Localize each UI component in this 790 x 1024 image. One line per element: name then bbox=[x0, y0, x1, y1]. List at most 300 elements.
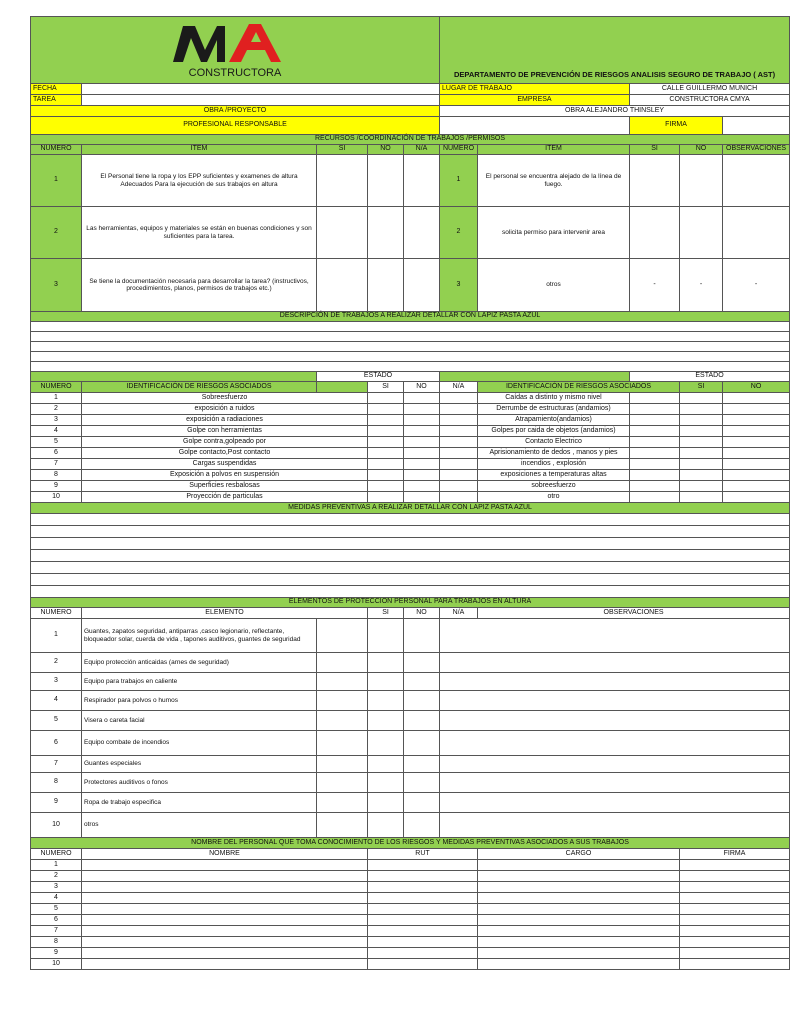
no-check-2[interactable] bbox=[680, 437, 723, 448]
firma-input[interactable] bbox=[680, 959, 790, 970]
observaciones-input[interactable] bbox=[440, 653, 790, 673]
no-check[interactable] bbox=[368, 691, 404, 711]
firma-input[interactable] bbox=[680, 893, 790, 904]
row-number: 8 bbox=[31, 470, 82, 481]
riesgo-right: incendios , explosión bbox=[478, 459, 630, 470]
obra-value[interactable]: OBRA ALEJANDRO THINSLEY bbox=[440, 106, 790, 117]
no-check-2[interactable] bbox=[680, 404, 723, 415]
si-check[interactable] bbox=[317, 813, 368, 838]
item-text-2: otros bbox=[478, 259, 630, 312]
si-check-2[interactable] bbox=[630, 393, 680, 404]
no-check[interactable] bbox=[368, 619, 404, 653]
na-check[interactable] bbox=[440, 404, 478, 415]
riesgo-row bbox=[31, 415, 790, 426]
col-numero-2: NUMERO bbox=[440, 145, 478, 155]
no-check[interactable] bbox=[368, 756, 404, 773]
na-check[interactable] bbox=[404, 731, 440, 756]
na-check[interactable] bbox=[404, 793, 440, 813]
nombre-input[interactable] bbox=[82, 871, 368, 882]
na-check-2[interactable] bbox=[723, 393, 790, 404]
col-numero: NUMERO bbox=[31, 849, 82, 860]
observaciones-input[interactable] bbox=[440, 619, 790, 653]
no-check-2[interactable] bbox=[680, 426, 723, 437]
no-check[interactable] bbox=[368, 207, 404, 259]
no-check[interactable] bbox=[368, 773, 404, 793]
elemento-text: Respirador para polvos o humos bbox=[82, 691, 317, 711]
si-check[interactable] bbox=[317, 653, 368, 673]
row-number: 4 bbox=[31, 426, 82, 437]
cargo-input[interactable] bbox=[478, 882, 680, 893]
firma-input[interactable] bbox=[680, 937, 790, 948]
personal-row bbox=[31, 937, 790, 948]
na-check[interactable] bbox=[404, 673, 440, 691]
si-check[interactable] bbox=[317, 619, 368, 653]
col-na: N/A bbox=[440, 608, 478, 619]
si-check[interactable] bbox=[368, 404, 404, 415]
no-check-2[interactable] bbox=[680, 448, 723, 459]
firma-input[interactable] bbox=[680, 871, 790, 882]
item-text: Las herramientas, equipos y materiales se están en buenas condiciones y son suficientes para la tarea. bbox=[82, 207, 317, 259]
row-number: 4 bbox=[31, 893, 82, 904]
elemento-text: Equipo para trabajos en caliente bbox=[82, 673, 317, 691]
row-number: 9 bbox=[31, 481, 82, 492]
na-check-2[interactable] bbox=[723, 492, 790, 503]
fecha-input[interactable] bbox=[82, 84, 440, 95]
descripcion-line bbox=[31, 362, 790, 372]
riesgo-row bbox=[31, 470, 790, 481]
row-number: 10 bbox=[31, 813, 82, 838]
epp-title: ELEMENTOS DE PROTECCION PERSONAL PARA TRABAJOS EN ALTURA bbox=[31, 598, 790, 608]
firma-input[interactable] bbox=[680, 860, 790, 871]
no-check-2[interactable] bbox=[680, 155, 723, 207]
cargo-input[interactable] bbox=[478, 893, 680, 904]
na-check[interactable] bbox=[440, 426, 478, 437]
col-numero: NUMERO bbox=[31, 608, 82, 619]
si-check-2[interactable] bbox=[630, 155, 680, 207]
riesgo-right: otro bbox=[478, 492, 630, 503]
riesgo-left: Superficies resbalosas bbox=[82, 481, 368, 492]
riesgo-row bbox=[31, 448, 790, 459]
epp-row bbox=[31, 711, 790, 731]
descripcion-input[interactable] bbox=[31, 352, 790, 362]
si-check-2[interactable] bbox=[630, 459, 680, 470]
no-check[interactable] bbox=[404, 426, 440, 437]
si-check[interactable] bbox=[368, 459, 404, 470]
row-number: 2 bbox=[31, 404, 82, 415]
col-numero: NUMERO bbox=[31, 382, 82, 393]
descripcion-input[interactable] bbox=[31, 332, 790, 342]
na-check[interactable] bbox=[404, 207, 440, 259]
form-table bbox=[30, 16, 790, 970]
personal-row bbox=[31, 904, 790, 915]
tarea-label: TAREA bbox=[31, 95, 82, 106]
profesional-input[interactable] bbox=[440, 117, 630, 135]
si-check-2[interactable] bbox=[630, 437, 680, 448]
si-check[interactable] bbox=[317, 711, 368, 731]
no-check[interactable] bbox=[368, 259, 404, 312]
col-observaciones: OBSERVACIONES bbox=[478, 608, 790, 619]
si-check[interactable] bbox=[317, 756, 368, 773]
elemento-text: Guantes especiales bbox=[82, 756, 317, 773]
descripcion-input[interactable] bbox=[31, 362, 790, 372]
medidas-input[interactable] bbox=[31, 586, 790, 598]
no-check[interactable] bbox=[404, 470, 440, 481]
na-check[interactable] bbox=[440, 470, 478, 481]
na-check-2[interactable] bbox=[723, 481, 790, 492]
cargo-input[interactable] bbox=[478, 915, 680, 926]
no-check-2[interactable] bbox=[680, 415, 723, 426]
descripcion-title-row bbox=[31, 312, 790, 322]
riesgo-right: Contacto Electrico bbox=[478, 437, 630, 448]
col-firma: FIRMA bbox=[680, 849, 790, 860]
observaciones-input[interactable] bbox=[440, 813, 790, 838]
lugar-value[interactable]: CALLE GUILLERMO MUNICH bbox=[630, 84, 790, 95]
observaciones-input[interactable] bbox=[723, 155, 790, 207]
si-check[interactable] bbox=[317, 691, 368, 711]
si-check-2[interactable]: - bbox=[630, 259, 680, 312]
na-check-2[interactable] bbox=[723, 437, 790, 448]
riesgo-left: Golpe contacto,Post contacto bbox=[82, 448, 368, 459]
medidas-input[interactable] bbox=[31, 550, 790, 562]
col-no: NO bbox=[368, 145, 404, 155]
no-check[interactable] bbox=[404, 393, 440, 404]
na-check[interactable] bbox=[404, 155, 440, 207]
row-number: 10 bbox=[31, 492, 82, 503]
si-check[interactable] bbox=[317, 793, 368, 813]
lugar-label: LUGAR DE TRABAJO bbox=[440, 84, 630, 95]
row-number: 7 bbox=[31, 926, 82, 937]
si-check[interactable] bbox=[317, 731, 368, 756]
si-check[interactable] bbox=[368, 415, 404, 426]
na-check[interactable] bbox=[404, 813, 440, 838]
na-check[interactable] bbox=[404, 773, 440, 793]
descripcion-input[interactable] bbox=[31, 322, 790, 332]
col-na: N/A bbox=[404, 145, 440, 155]
item-text: Se tiene la documentación necesaria para desarrollar la tarea? (instructivos, procedimientos, planos, permisos de trabajos etc.) bbox=[82, 259, 317, 312]
na-check[interactable] bbox=[440, 415, 478, 426]
firma-input[interactable] bbox=[680, 926, 790, 937]
rut-input[interactable] bbox=[368, 904, 478, 915]
medidas-input[interactable] bbox=[31, 562, 790, 574]
riesgos-blank-2 bbox=[440, 372, 630, 382]
col-numero: NUMERO bbox=[31, 145, 82, 155]
row-number: 9 bbox=[31, 948, 82, 959]
si-check[interactable] bbox=[317, 207, 368, 259]
personal-title: NOMBRE DEL PERSONAL QUE TOMA CONOCIMIENTO DE LOS RIESGOS Y MEDIDAS PREVENTIVAS ASOCIADOS A SUS TRABAJOS bbox=[31, 838, 790, 849]
riesgo-right: Caídas a distinto y mismo nivel bbox=[478, 393, 630, 404]
row-number: 5 bbox=[31, 904, 82, 915]
personal-row bbox=[31, 893, 790, 904]
col-si: SI bbox=[317, 145, 368, 155]
rut-input[interactable] bbox=[368, 860, 478, 871]
riesgo-right: Golpes por caida de objetos (andamios) bbox=[478, 426, 630, 437]
si-check-2[interactable] bbox=[630, 492, 680, 503]
rut-input[interactable] bbox=[368, 915, 478, 926]
na-check[interactable] bbox=[404, 619, 440, 653]
col-no-2: NO bbox=[680, 145, 723, 155]
estado-label-2: ESTADO bbox=[630, 372, 790, 382]
observaciones-input[interactable] bbox=[440, 691, 790, 711]
observaciones-input[interactable] bbox=[440, 793, 790, 813]
tarea-input[interactable] bbox=[82, 95, 440, 106]
personal-row bbox=[31, 959, 790, 970]
medidas-input[interactable] bbox=[31, 574, 790, 586]
na-check-2[interactable] bbox=[723, 448, 790, 459]
personal-row bbox=[31, 860, 790, 871]
si-check[interactable] bbox=[368, 448, 404, 459]
si-check-2[interactable] bbox=[630, 426, 680, 437]
no-check-2[interactable] bbox=[680, 207, 723, 259]
col-blank bbox=[317, 382, 368, 393]
rut-input[interactable] bbox=[368, 948, 478, 959]
epp-row bbox=[31, 773, 790, 793]
item-text-2: solicita permiso para intervenir area bbox=[478, 207, 630, 259]
descripcion-line bbox=[31, 322, 790, 332]
na-check[interactable] bbox=[404, 259, 440, 312]
nombre-input[interactable] bbox=[82, 937, 368, 948]
medidas-input[interactable] bbox=[31, 514, 790, 526]
si-check-2[interactable] bbox=[630, 448, 680, 459]
col-na: N/A bbox=[440, 382, 478, 393]
cargo-input[interactable] bbox=[478, 860, 680, 871]
riesgo-right: exposiciones a temperaturas altas bbox=[478, 470, 630, 481]
firma-input[interactable] bbox=[680, 948, 790, 959]
epp-title-row bbox=[31, 598, 790, 608]
rut-input[interactable] bbox=[368, 882, 478, 893]
no-check[interactable] bbox=[404, 492, 440, 503]
cargo-input[interactable] bbox=[478, 959, 680, 970]
nombre-input[interactable] bbox=[82, 882, 368, 893]
medidas-line bbox=[31, 550, 790, 562]
col-si-2: SI bbox=[680, 382, 723, 393]
riesgo-left: Sobreesfuerzo bbox=[82, 393, 368, 404]
firma-input[interactable] bbox=[680, 882, 790, 893]
no-check[interactable] bbox=[404, 448, 440, 459]
si-check-2[interactable] bbox=[630, 207, 680, 259]
nombre-input[interactable] bbox=[82, 893, 368, 904]
si-check[interactable] bbox=[368, 393, 404, 404]
si-check[interactable] bbox=[317, 259, 368, 312]
row-number: 4 bbox=[31, 691, 82, 711]
nombre-input[interactable] bbox=[82, 926, 368, 937]
elemento-text: Guantes, zapatos seguridad, antiparras ,casco legionario, reflectante, bloqueador solar, cuerda de vida , tapones auditivos, guantes de seguridad bbox=[82, 619, 317, 653]
si-check-2[interactable] bbox=[630, 470, 680, 481]
no-check-2[interactable] bbox=[680, 459, 723, 470]
rut-input[interactable] bbox=[368, 926, 478, 937]
na-check[interactable] bbox=[404, 691, 440, 711]
row-number: 3 bbox=[31, 259, 82, 312]
empresa-value[interactable]: CONSTRUCTORA CMYA bbox=[630, 95, 790, 106]
company-logo bbox=[165, 20, 305, 80]
na-check-2[interactable] bbox=[723, 470, 790, 481]
cargo-input[interactable] bbox=[478, 904, 680, 915]
riesgo-right: Atrapamiento(andamios) bbox=[478, 415, 630, 426]
nombre-input[interactable] bbox=[82, 948, 368, 959]
estado-label: ESTADO bbox=[317, 372, 440, 382]
row-number: 1 bbox=[31, 860, 82, 871]
medidas-line bbox=[31, 538, 790, 550]
no-check-2[interactable] bbox=[680, 470, 723, 481]
recursos-row bbox=[31, 207, 790, 259]
rut-input[interactable] bbox=[368, 893, 478, 904]
no-check[interactable] bbox=[404, 437, 440, 448]
rut-input[interactable] bbox=[368, 959, 478, 970]
riesgo-row bbox=[31, 459, 790, 470]
na-check[interactable] bbox=[440, 393, 478, 404]
medidas-input[interactable] bbox=[31, 538, 790, 550]
na-check-2[interactable] bbox=[723, 404, 790, 415]
row-number: 8 bbox=[31, 937, 82, 948]
item-text: El Personal tiene la ropa y los EPP suficientes y examenes de altura Adecuados Para la ejecución de sus trabajos en altura bbox=[82, 155, 317, 207]
fecha-label: FECHA bbox=[31, 84, 82, 95]
na-check[interactable] bbox=[404, 653, 440, 673]
cargo-input[interactable] bbox=[478, 926, 680, 937]
na-check[interactable] bbox=[440, 448, 478, 459]
firma-input[interactable] bbox=[723, 117, 790, 135]
rut-input[interactable] bbox=[368, 937, 478, 948]
riesgo-right: Aprisionamiento de dedos , manos y pies bbox=[478, 448, 630, 459]
no-check[interactable] bbox=[368, 155, 404, 207]
epp-row bbox=[31, 756, 790, 773]
elemento-text: Equipo protección anticaidas (arnes de seguridad) bbox=[82, 653, 317, 673]
row-number: 7 bbox=[31, 756, 82, 773]
no-check[interactable] bbox=[368, 653, 404, 673]
descripcion-input[interactable] bbox=[31, 342, 790, 352]
elemento-text: Ropa de trabajo especifica bbox=[82, 793, 317, 813]
riesgo-left: Golpe con herramientas bbox=[82, 426, 368, 437]
no-check[interactable] bbox=[404, 481, 440, 492]
observaciones-input[interactable] bbox=[440, 711, 790, 731]
cargo-input[interactable] bbox=[478, 871, 680, 882]
descripcion-title: DESCRIPCIÓN DE TRABAJOS A REALIZAR DETALLAR CON LAPIZ PASTA AZUL bbox=[31, 312, 790, 322]
personal-row bbox=[31, 948, 790, 959]
si-check[interactable] bbox=[368, 481, 404, 492]
elemento-text: Protectores auditivos o fonos bbox=[82, 773, 317, 793]
no-check[interactable] bbox=[404, 459, 440, 470]
na-check-2[interactable] bbox=[723, 459, 790, 470]
si-check[interactable] bbox=[368, 492, 404, 503]
observaciones-input[interactable] bbox=[440, 731, 790, 756]
epp-row bbox=[31, 673, 790, 691]
no-check[interactable] bbox=[368, 731, 404, 756]
cargo-input[interactable] bbox=[478, 948, 680, 959]
riesgo-left: Golpe contra,golpeado por bbox=[82, 437, 368, 448]
si-check[interactable] bbox=[368, 470, 404, 481]
epp-row bbox=[31, 619, 790, 653]
si-check[interactable] bbox=[317, 155, 368, 207]
profesional-label: PROFESIONAL RESPONSABLE bbox=[31, 117, 440, 135]
col-elemento: ELEMENTO bbox=[82, 608, 368, 619]
si-check[interactable] bbox=[317, 673, 368, 691]
firma-input[interactable] bbox=[680, 915, 790, 926]
row-number: 5 bbox=[31, 437, 82, 448]
no-check[interactable] bbox=[368, 813, 404, 838]
si-check-2[interactable] bbox=[630, 481, 680, 492]
observaciones-input[interactable] bbox=[440, 773, 790, 793]
obra-label: OBRA /PROYECTO bbox=[31, 106, 440, 117]
row-number: 1 bbox=[31, 155, 82, 207]
row-number-2: 2 bbox=[440, 207, 478, 259]
firma-label: FIRMA bbox=[630, 117, 723, 135]
observaciones-input[interactable] bbox=[440, 673, 790, 691]
col-ident-riesgos: IDENTIFICACIÓN DE RIESGOS ASOCIADOS bbox=[82, 382, 317, 393]
personal-row bbox=[31, 915, 790, 926]
row-number: 8 bbox=[31, 773, 82, 793]
descripcion-line bbox=[31, 332, 790, 342]
no-check-2[interactable]: - bbox=[680, 259, 723, 312]
no-check[interactable] bbox=[368, 711, 404, 731]
epp-row bbox=[31, 731, 790, 756]
observaciones-input[interactable] bbox=[440, 756, 790, 773]
na-check[interactable] bbox=[440, 481, 478, 492]
observaciones-input[interactable]: - bbox=[723, 259, 790, 312]
logo-text: CONSTRUCTORA bbox=[188, 67, 282, 79]
epp-row bbox=[31, 691, 790, 711]
riesgos-blank bbox=[31, 372, 317, 382]
observaciones-input[interactable] bbox=[723, 207, 790, 259]
col-si-2: SI bbox=[630, 145, 680, 155]
na-check[interactable] bbox=[440, 437, 478, 448]
na-check[interactable] bbox=[404, 711, 440, 731]
na-check[interactable] bbox=[440, 459, 478, 470]
no-check-2[interactable] bbox=[680, 481, 723, 492]
personal-row bbox=[31, 926, 790, 937]
si-check[interactable] bbox=[368, 437, 404, 448]
na-check[interactable] bbox=[404, 756, 440, 773]
elemento-text: Equipo combate de incendios bbox=[82, 731, 317, 756]
na-check-2[interactable] bbox=[723, 415, 790, 426]
nombre-input[interactable] bbox=[82, 915, 368, 926]
no-check[interactable] bbox=[368, 793, 404, 813]
epp-row bbox=[31, 813, 790, 838]
si-check[interactable] bbox=[317, 773, 368, 793]
na-check[interactable] bbox=[440, 492, 478, 503]
row-number: 6 bbox=[31, 915, 82, 926]
row-number: 7 bbox=[31, 459, 82, 470]
row-number: 2 bbox=[31, 871, 82, 882]
no-check[interactable] bbox=[368, 673, 404, 691]
medidas-line bbox=[31, 514, 790, 526]
medidas-input[interactable] bbox=[31, 526, 790, 538]
nombre-input[interactable] bbox=[82, 904, 368, 915]
firma-input[interactable] bbox=[680, 904, 790, 915]
si-check[interactable] bbox=[368, 426, 404, 437]
si-check-2[interactable] bbox=[630, 415, 680, 426]
no-check-2[interactable] bbox=[680, 492, 723, 503]
nombre-input[interactable] bbox=[82, 860, 368, 871]
cargo-input[interactable] bbox=[478, 937, 680, 948]
col-item: ITEM bbox=[82, 145, 317, 155]
riesgos-header-row bbox=[31, 382, 790, 393]
no-check[interactable] bbox=[404, 415, 440, 426]
riesgo-row bbox=[31, 481, 790, 492]
riesgo-right: sobreesfuerzo bbox=[478, 481, 630, 492]
na-check-2[interactable] bbox=[723, 426, 790, 437]
col-si: SI bbox=[368, 382, 404, 393]
personal-header-row bbox=[31, 849, 790, 860]
personal-row bbox=[31, 871, 790, 882]
nombre-input[interactable] bbox=[82, 959, 368, 970]
riesgo-left: exposición a ruidos bbox=[82, 404, 368, 415]
no-check[interactable] bbox=[404, 404, 440, 415]
no-check-2[interactable] bbox=[680, 393, 723, 404]
si-check-2[interactable] bbox=[630, 404, 680, 415]
personal-title-row bbox=[31, 838, 790, 849]
rut-input[interactable] bbox=[368, 871, 478, 882]
riesgo-left: exposición a radiaciones bbox=[82, 415, 368, 426]
epp-header-row bbox=[31, 608, 790, 619]
item-text-2: El personal se encuentra alejado de la línea de fuego. bbox=[478, 155, 630, 207]
